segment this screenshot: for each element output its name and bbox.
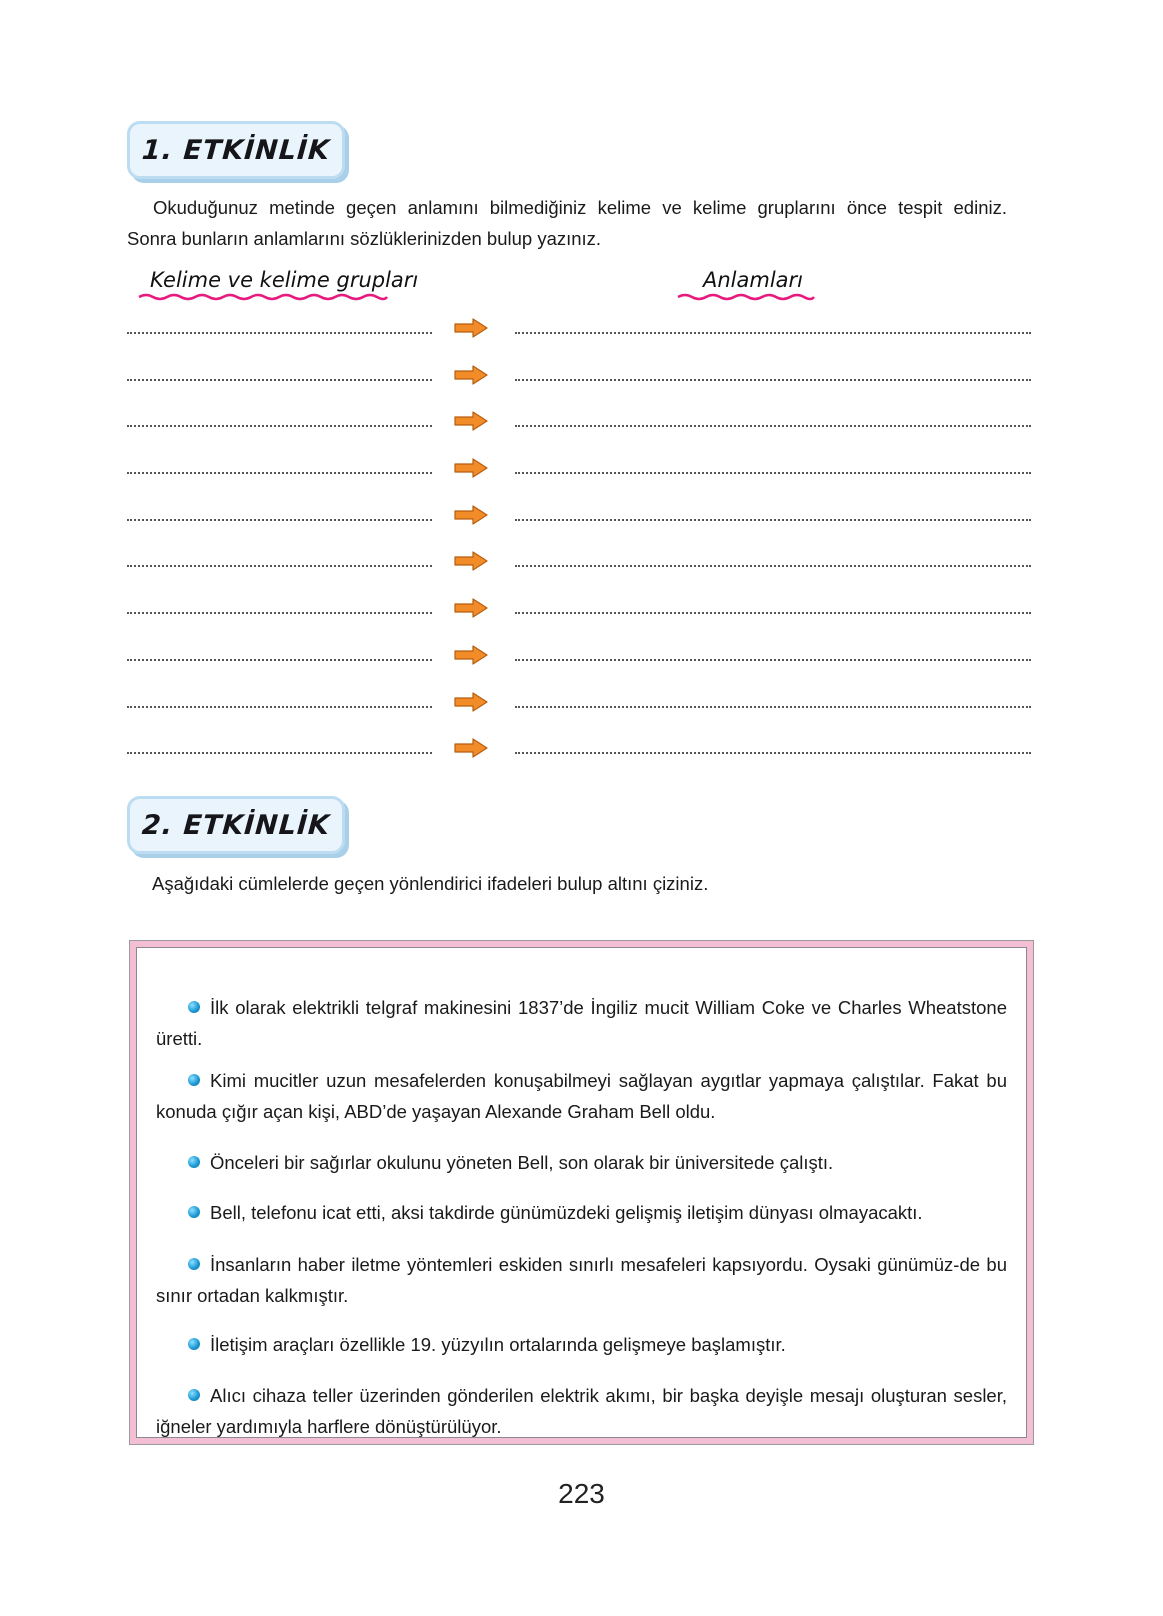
word-blank-line[interactable] <box>127 602 432 614</box>
sentence-text: Kimi mucitler uzun mesafelerden konuşabilmeyi sağlayan aygıtlar yapmaya çalıştılar. Fakat bu konuda çığır açan kişi, ABD’de yaşayan Alexande Graham Bell oldu. <box>156 1070 1007 1122</box>
page-number: 223 <box>558 1478 605 1509</box>
sentence-text: Önceleri bir sağırlar okulunu yöneten Bell, son olarak bir üniversitede çalıştı. <box>210 1152 834 1173</box>
sentence-item <box>156 1380 1007 1442</box>
blue-dot-icon <box>188 1001 200 1013</box>
activity-1-badge <box>127 121 345 179</box>
meaning-blank-line[interactable] <box>515 742 1031 754</box>
arrow-right-icon <box>453 365 489 385</box>
blue-dot-icon <box>188 1389 200 1401</box>
meaning-blank-line[interactable] <box>515 322 1031 334</box>
word-blank-line[interactable] <box>127 462 432 474</box>
arrow-right-icon <box>453 645 489 665</box>
vocabulary-row <box>127 649 1031 696</box>
sentence-item <box>156 1329 1007 1360</box>
vocabulary-row <box>127 696 1031 743</box>
activity-2-badge <box>127 796 345 854</box>
vocabulary-rows <box>127 322 1031 789</box>
column-header-right: Anlamları <box>703 268 804 292</box>
instruction-line-1: Okuduğunuz metinde geçen anlamını bilmediğiniz kelime ve kelime gruplarını önce tespit ediniz. <box>153 197 1007 218</box>
vocabulary-row <box>127 509 1031 556</box>
vocabulary-row <box>127 322 1031 369</box>
arrow-right-icon <box>453 505 489 525</box>
blue-dot-icon <box>188 1074 200 1086</box>
word-blank-line[interactable] <box>127 509 432 521</box>
meaning-blank-line[interactable] <box>515 415 1031 427</box>
arrow-right-icon <box>453 738 489 758</box>
vocabulary-row <box>127 369 1031 416</box>
meaning-blank-line[interactable] <box>515 509 1031 521</box>
vocabulary-row <box>127 742 1031 789</box>
activity-2-instruction: Aşağıdaki cümlelerde geçen yönlendirici ifadeleri bulup altını çiziniz. <box>152 873 709 894</box>
word-blank-line[interactable] <box>127 369 432 381</box>
column-header-left: Kelime ve kelime grupları <box>150 268 419 292</box>
sentence-item <box>156 992 1007 1054</box>
vocabulary-row <box>127 462 1031 509</box>
sentence-item <box>156 1249 1007 1311</box>
word-blank-line[interactable] <box>127 742 432 754</box>
meaning-blank-line[interactable] <box>515 369 1031 381</box>
arrow-right-icon <box>453 598 489 618</box>
arrow-right-icon <box>453 692 489 712</box>
sentence-text: Alıcı cihaza teller üzerinden gönderilen elektrik akımı, bir başka deyişle mesajı oluşturan sesler, iğneler yardımıyla harflere dönüştürülüyor. <box>156 1385 1007 1437</box>
arrow-right-icon <box>453 318 489 338</box>
activity-1-title: 1. ETKİNLİK <box>140 134 332 166</box>
sentence-item <box>156 1065 1007 1127</box>
sentence-text: İlk olarak elektrikli telgraf makinesini 1837’de İngiliz mucit William Coke ve Charles Wheatstone üretti. <box>156 997 1007 1049</box>
sentence-item <box>156 1147 1007 1178</box>
pink-underline-right <box>676 292 816 302</box>
blue-dot-icon <box>188 1206 200 1218</box>
sentence-text: Bell, telefonu icat etti, aksi takdirde günümüzdeki gelişmiş iletişim dünyası olmayacaktı. <box>210 1202 923 1223</box>
pink-underline-left <box>137 292 389 302</box>
vocabulary-row <box>127 602 1031 649</box>
instruction-line-2: Sonra bunların anlamlarını sözlüklerinizden bulup yazınız. <box>127 228 602 249</box>
activity-1-instruction <box>127 192 1007 254</box>
meaning-blank-line[interactable] <box>515 602 1031 614</box>
word-blank-line[interactable] <box>127 555 432 567</box>
sentence-text: İletişim araçları özellikle 19. yüzyılın ortalarında gelişmeye başlamıştır. <box>210 1334 786 1355</box>
word-blank-line[interactable] <box>127 322 432 334</box>
blue-dot-icon <box>188 1156 200 1168</box>
vocabulary-row <box>127 415 1031 462</box>
vocabulary-row <box>127 555 1031 602</box>
sentence-text: İnsanların haber iletme yöntemleri eskiden sınırlı mesafeleri kapsıyordu. Oysaki günümüz-de bu sınır ortadan kalkmıştır. <box>156 1254 1007 1306</box>
meaning-blank-line[interactable] <box>515 696 1031 708</box>
sentence-item <box>156 1197 1007 1228</box>
arrow-right-icon <box>453 411 489 431</box>
meaning-blank-line[interactable] <box>515 555 1031 567</box>
meaning-blank-line[interactable] <box>515 462 1031 474</box>
arrow-right-icon <box>453 551 489 571</box>
meaning-blank-line[interactable] <box>515 649 1031 661</box>
word-blank-line[interactable] <box>127 415 432 427</box>
word-blank-line[interactable] <box>127 649 432 661</box>
word-blank-line[interactable] <box>127 696 432 708</box>
arrow-right-icon <box>453 458 489 478</box>
blue-dot-icon <box>188 1258 200 1270</box>
blue-dot-icon <box>188 1338 200 1350</box>
activity-2-title: 2. ETKİNLİK <box>140 809 332 841</box>
sentences-frame <box>129 940 1034 1445</box>
